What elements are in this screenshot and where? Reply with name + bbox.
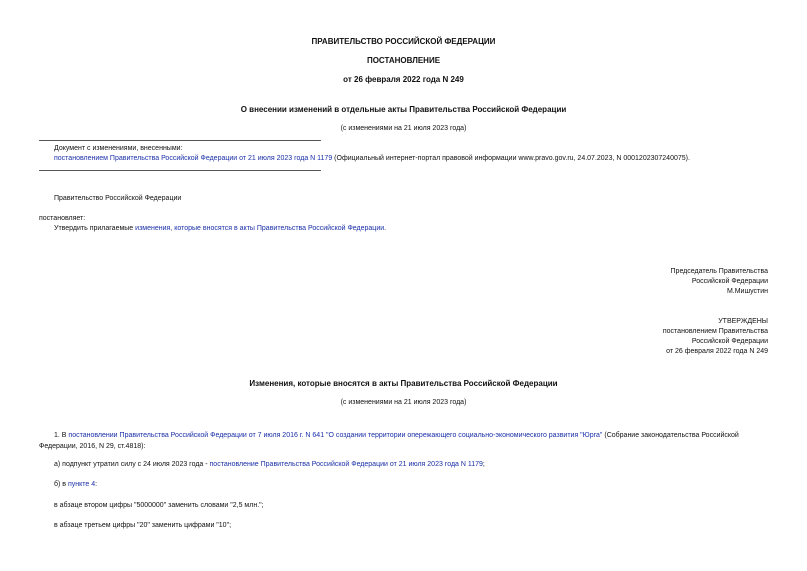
approve-prefix: Утвердить прилагаемые (54, 225, 136, 232)
body-decrees: постановляет: (39, 215, 86, 222)
subitem-b (54, 481, 97, 488)
subitem-a-prefix: а) подпункт утратил силу с 24 июля 2023 года - (54, 461, 210, 468)
document-title: О внесении изменений в отдельные акты Правительства Российской Федерации (240, 105, 567, 114)
approved-line2: постановлением Правительства (662, 328, 768, 335)
signature-line2: Российской Федерации (691, 278, 768, 285)
amended-note: (с изменениями на 21 июля 2023 года) (340, 125, 467, 132)
changes-line (54, 155, 690, 162)
divider-bottom (39, 170, 321, 171)
subitem-b-link[interactable]: пункте 4 (67, 481, 96, 488)
header-date-number: от 26 февраля 2022 года N 249 (343, 75, 464, 84)
approve-suffix: . (384, 225, 387, 232)
changes-label: Документ с изменениями, внесенными: (54, 145, 183, 152)
header-government: ПРАВИТЕЛЬСТВО РОССИЙСКОЙ ФЕДЕРАЦИИ (311, 37, 496, 46)
subitem-a (54, 461, 485, 468)
signature-name: М.Мишустин (726, 288, 768, 295)
item1-prefix: 1. В (54, 432, 69, 439)
annex-amended: (с изменениями на 21 июля 2023 года) (340, 399, 467, 406)
changes-link[interactable]: постановлением Правительства Российской Федерации от 21 июля 2023 года N 1179 (54, 155, 333, 162)
subitem-b-suffix: : (95, 481, 98, 488)
item1-link[interactable]: постановлении Правительства Российской Федерации от 7 июля 2016 г. N 641 "О создании территории опережающего социально-экономического развития "Юрга" (68, 432, 603, 439)
subitem-a-link[interactable]: постановление Правительства Российской Федерации от 21 июля 2023 года N 1179 (209, 461, 483, 468)
annex-title: Изменения, которые вносятся в акты Правительства Российской Федерации (249, 379, 558, 388)
subitem-a-suffix: ; (482, 461, 485, 468)
subitem-b-prefix: б) в (54, 481, 68, 488)
item1-paragraph (39, 430, 769, 452)
approved-line4: от 26 февраля 2022 года N 249 (666, 348, 768, 355)
paragraph-3: в абзаце третьем цифры "20" заменить цифрами "10"; (54, 522, 232, 529)
changes-source: (Официальный интернет-портал правовой информации www.pravo.gov.ru, 24.07.2023, N 0001202307240075). (332, 155, 690, 162)
item1-suffix: (Собрание законодательства Российской Федерации, 2016, N 29, ст.4818): (39, 432, 739, 450)
body-government: Правительство Российской Федерации (54, 195, 182, 202)
approve-line (54, 225, 386, 232)
divider-top (39, 140, 321, 141)
paragraph-2: в абзаце втором цифры "5000000" заменить словами "2,5 млн."; (54, 502, 264, 509)
header-doc-type: ПОСТАНОВЛЕНИЕ (366, 56, 441, 65)
approve-link[interactable]: изменения, которые вносятся в акты Правительства Российской Федерации (135, 225, 385, 232)
signature-line1: Председатель Правительства (670, 268, 768, 275)
approved-line3: Российской Федерации (691, 338, 768, 345)
approved-line1: УТВЕРЖДЕНЫ (718, 318, 768, 325)
